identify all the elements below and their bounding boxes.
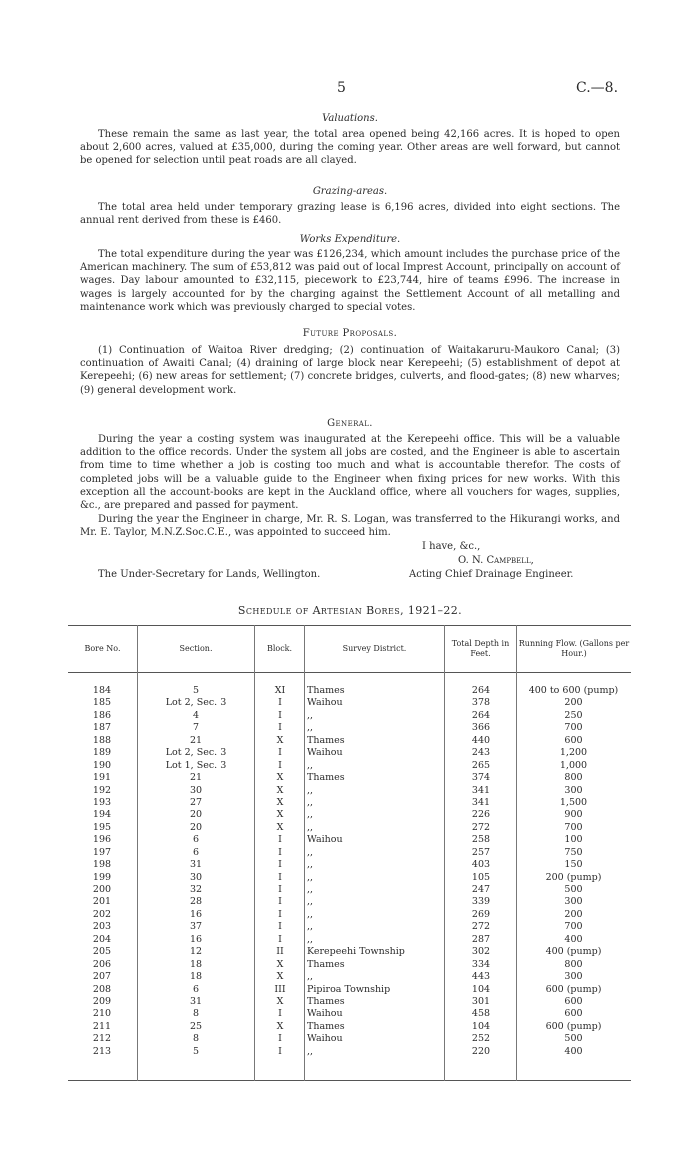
table-row bbox=[68, 847, 631, 859]
cell-section: 18 bbox=[189, 971, 203, 983]
cell-running-flow: 400 (pump) bbox=[545, 946, 602, 958]
cell-total-depth: 339 bbox=[471, 896, 491, 908]
cell-section: 21 bbox=[189, 772, 203, 784]
cell-survey-district: ,, bbox=[307, 871, 314, 883]
schedule-title: Schedule of Artesian Bores, 1921–22. bbox=[237, 604, 463, 617]
cell-total-depth: 301 bbox=[471, 995, 491, 1007]
table-row bbox=[68, 909, 631, 921]
cell-block: X bbox=[276, 772, 284, 784]
cell-section: 8 bbox=[192, 1008, 200, 1020]
cell-running-flow: 400 to 600 (pump) bbox=[528, 685, 619, 696]
cell-bore-number: 208 bbox=[92, 983, 112, 995]
cell-bore-number: 212 bbox=[92, 1033, 112, 1045]
table-header-rule bbox=[68, 672, 631, 673]
cell-bore-number: 206 bbox=[92, 958, 112, 970]
cell-total-depth: 334 bbox=[471, 958, 491, 970]
cell-running-flow: 400 bbox=[564, 1045, 583, 1057]
cell-survey-district: Waihou bbox=[307, 834, 343, 846]
cell-bore-number: 198 bbox=[92, 859, 112, 871]
column-header-block: Block. bbox=[266, 643, 293, 653]
cell-total-depth: 269 bbox=[471, 908, 491, 920]
table-row bbox=[68, 785, 631, 797]
cell-section: Lot 1, Sec. 3 bbox=[165, 759, 227, 771]
cell-running-flow: 800 bbox=[564, 958, 583, 970]
table-row bbox=[68, 859, 631, 871]
cell-total-depth: 366 bbox=[471, 722, 491, 734]
valuations-heading: Valuations. bbox=[322, 113, 378, 124]
cell-block: X bbox=[276, 971, 284, 983]
works-heading: Works Expenditure. bbox=[299, 234, 401, 245]
cell-survey-district: Waihou bbox=[307, 1033, 343, 1045]
grazing-paragraph: The total area held under temporary grazing lease is 6,196 acres, divided into eight sections. The annual rent derived from these is £460. bbox=[80, 202, 620, 227]
cell-survey-district: Waihou bbox=[307, 697, 343, 709]
cell-total-depth: 264 bbox=[471, 685, 491, 696]
cell-bore-number: 199 bbox=[92, 871, 112, 883]
cell-running-flow: 250 bbox=[564, 709, 583, 721]
cell-block: X bbox=[276, 784, 284, 796]
cell-section: 27 bbox=[189, 796, 203, 808]
table-row bbox=[68, 896, 631, 908]
cell-section: 16 bbox=[189, 933, 203, 945]
signature-initials: O. N. bbox=[458, 555, 484, 566]
table-row bbox=[68, 735, 631, 747]
cell-block: X bbox=[276, 821, 284, 833]
cell-running-flow: 600 bbox=[564, 734, 583, 746]
cell-block: I bbox=[278, 846, 282, 858]
cell-section: 31 bbox=[189, 995, 203, 1007]
cell-bore-number: 203 bbox=[92, 921, 112, 933]
cell-section: 12 bbox=[189, 946, 203, 958]
table-row bbox=[68, 1008, 631, 1020]
table-bottom-rule bbox=[68, 1080, 631, 1081]
page-number: 5 bbox=[337, 80, 346, 96]
grazing-heading: Grazing-areas. bbox=[312, 186, 388, 197]
cell-running-flow: 300 bbox=[564, 896, 583, 908]
cell-bore-number: 201 bbox=[92, 896, 112, 908]
table-row bbox=[68, 934, 631, 946]
cell-total-depth: 302 bbox=[471, 946, 491, 958]
cell-running-flow: 800 bbox=[564, 772, 583, 784]
cell-survey-district: Thames bbox=[307, 995, 345, 1007]
table-row bbox=[68, 1046, 631, 1058]
cell-survey-district: Waihou bbox=[307, 1008, 343, 1020]
cell-block: I bbox=[278, 908, 282, 920]
future-proposals-heading: Future Proposals. bbox=[302, 328, 398, 339]
cell-survey-district: ,, bbox=[307, 908, 314, 920]
table-row bbox=[68, 797, 631, 809]
cell-block: I bbox=[278, 1045, 282, 1057]
cell-block: I bbox=[278, 859, 282, 871]
cell-section: 16 bbox=[189, 908, 203, 920]
general-paragraph-2: During the year the Engineer in charge, Mr. R. S. Logan, was transferred to the Hikurangi works, and Mr. E. Taylor, M.N.Z.Soc.C.E., was appointed to succeed him. bbox=[80, 514, 620, 539]
column-header-district: Survey District. bbox=[342, 643, 407, 653]
cell-running-flow: 750 bbox=[564, 846, 583, 858]
cell-running-flow: 1,000 bbox=[559, 759, 588, 771]
cell-survey-district: Thames bbox=[307, 1020, 345, 1032]
cell-total-depth: 458 bbox=[471, 1008, 491, 1020]
cell-block: I bbox=[278, 709, 282, 721]
cell-bore-number: 184 bbox=[92, 685, 112, 696]
cell-section: Lot 2, Sec. 3 bbox=[165, 747, 227, 759]
cell-survey-district: ,, bbox=[307, 759, 314, 771]
cell-section: 31 bbox=[189, 859, 203, 871]
cell-running-flow: 600 bbox=[564, 995, 583, 1007]
cell-section: 25 bbox=[189, 1020, 203, 1032]
table-row bbox=[68, 697, 631, 709]
cell-section: 6 bbox=[192, 983, 200, 995]
cell-bore-number: 210 bbox=[92, 1008, 112, 1020]
cell-total-depth: 226 bbox=[471, 809, 491, 821]
cell-block: I bbox=[278, 697, 282, 709]
cell-total-depth: 105 bbox=[471, 871, 491, 883]
cell-running-flow: 500 bbox=[564, 884, 583, 895]
table-row bbox=[68, 822, 631, 834]
cell-bore-number: 211 bbox=[92, 1020, 112, 1032]
cell-block: I bbox=[278, 871, 282, 883]
cell-survey-district: Thames bbox=[307, 772, 345, 784]
cell-bore-number: 188 bbox=[92, 734, 112, 746]
cell-bore-number: 192 bbox=[92, 784, 112, 796]
cell-bore-number: 185 bbox=[92, 697, 112, 709]
cell-section: 6 bbox=[192, 834, 200, 846]
cell-bore-number: 187 bbox=[92, 722, 112, 734]
cell-survey-district: Pipiroa Township bbox=[307, 983, 391, 995]
cell-section: 20 bbox=[189, 809, 203, 821]
cell-section: 18 bbox=[189, 958, 203, 970]
cell-block: I bbox=[278, 834, 282, 846]
cell-bore-number: 213 bbox=[92, 1045, 112, 1057]
general-paragraph-1: During the year a costing system was inaugurated at the Kerepeehi office. This will be a valuable addition to the office records. Under the system all jobs are costed, and the Engineer is able to ascertain from time to time whether a job is costing too much and what is accountable therefor. The costs of completed jobs will be a valuable guide to the Engineer when fixing prices for new works. With this exception all the account-books are kept in the Auckland office, where all vouchers for wages, supplies, &c., are prepared and passed for payment. bbox=[80, 434, 620, 512]
cell-running-flow: 600 (pump) bbox=[545, 1020, 602, 1032]
cell-running-flow: 700 bbox=[564, 722, 583, 734]
table-row bbox=[68, 996, 631, 1008]
cell-block: I bbox=[278, 921, 282, 933]
cell-running-flow: 300 bbox=[564, 971, 583, 983]
cell-total-depth: 443 bbox=[471, 971, 491, 983]
cell-section: 28 bbox=[189, 896, 203, 908]
cell-running-flow: 700 bbox=[564, 921, 583, 933]
cell-bore-number: 191 bbox=[92, 772, 112, 784]
cell-total-depth: 403 bbox=[471, 859, 491, 871]
cell-block: I bbox=[278, 747, 282, 759]
cell-bore-number: 200 bbox=[92, 884, 112, 895]
cell-survey-district: ,, bbox=[307, 796, 314, 808]
table-row bbox=[68, 1021, 631, 1033]
cell-running-flow: 1,200 bbox=[559, 747, 588, 759]
signature-title: Acting Chief Drainage Engineer. bbox=[409, 569, 574, 580]
cell-survey-district: ,, bbox=[307, 784, 314, 796]
table-row bbox=[68, 685, 631, 697]
column-header-flow: Running Flow. (Gallons per Hour.) bbox=[518, 638, 630, 658]
cell-block: X bbox=[276, 1020, 284, 1032]
table-row bbox=[68, 1033, 631, 1045]
cell-section: 20 bbox=[189, 821, 203, 833]
cell-survey-district: ,, bbox=[307, 933, 314, 945]
cell-block: I bbox=[278, 884, 282, 895]
cell-bore-number: 190 bbox=[92, 759, 112, 771]
future-proposals-paragraph: (1) Continuation of Waitoa River dredging; (2) continuation of Waitakaruru-Maukoro Canal; (3) continuation of Awaiti Canal; (4) draining of large block near Kerepeehi; (5) establishment of depot at Kerepeehi; (6) new areas for settlement; (7) concrete bridges, culverts, and flood-gates; (8) new wharves; (9) general development work. bbox=[80, 345, 620, 396]
cell-survey-district: ,, bbox=[307, 884, 314, 895]
cell-block: I bbox=[278, 722, 282, 734]
cell-bore-number: 193 bbox=[92, 796, 112, 808]
artesian-bores-table bbox=[68, 625, 631, 1081]
cell-section: 30 bbox=[189, 871, 203, 883]
cell-section: 6 bbox=[192, 846, 200, 858]
table-row bbox=[68, 959, 631, 971]
cell-total-depth: 272 bbox=[471, 921, 491, 933]
cell-total-depth: 258 bbox=[471, 834, 491, 846]
cell-survey-district: ,, bbox=[307, 859, 314, 871]
cell-block: II bbox=[276, 946, 284, 958]
cell-survey-district: ,, bbox=[307, 1045, 314, 1057]
cell-block: XI bbox=[274, 685, 286, 696]
cell-survey-district: ,, bbox=[307, 896, 314, 908]
cell-block: III bbox=[274, 983, 286, 995]
cell-section: 37 bbox=[189, 921, 203, 933]
report-reference: C.—8. bbox=[576, 80, 619, 96]
cell-block: I bbox=[278, 1008, 282, 1020]
cell-total-depth: 220 bbox=[471, 1045, 491, 1057]
cell-bore-number: 207 bbox=[92, 971, 112, 983]
table-row bbox=[68, 834, 631, 846]
cell-section: 4 bbox=[192, 709, 200, 721]
table-row bbox=[68, 984, 631, 996]
cell-section: 21 bbox=[189, 734, 203, 746]
column-header-depth: Total Depth in Feet. bbox=[451, 638, 510, 658]
cell-block: X bbox=[276, 958, 284, 970]
cell-total-depth: 341 bbox=[471, 784, 491, 796]
table-row bbox=[68, 722, 631, 734]
table-row bbox=[68, 921, 631, 933]
cell-total-depth: 265 bbox=[471, 759, 491, 771]
cell-total-depth: 257 bbox=[471, 846, 491, 858]
cell-section: Lot 2, Sec. 3 bbox=[165, 697, 227, 709]
cell-survey-district: ,, bbox=[307, 846, 314, 858]
signature-name bbox=[458, 555, 534, 566]
cell-running-flow: 100 bbox=[564, 834, 583, 846]
cell-survey-district: ,, bbox=[307, 971, 314, 983]
cell-survey-district: ,, bbox=[307, 821, 314, 833]
cell-bore-number: 195 bbox=[92, 821, 112, 833]
cell-block: X bbox=[276, 734, 284, 746]
cell-total-depth: 104 bbox=[471, 983, 491, 995]
cell-block: I bbox=[278, 1033, 282, 1045]
cell-running-flow: 600 (pump) bbox=[545, 983, 602, 995]
cell-running-flow: 600 bbox=[564, 1008, 583, 1020]
table-row bbox=[68, 772, 631, 784]
cell-block: I bbox=[278, 933, 282, 945]
cell-running-flow: 150 bbox=[564, 859, 583, 871]
cell-block: X bbox=[276, 796, 284, 808]
cell-survey-district: ,, bbox=[307, 809, 314, 821]
cell-survey-district: Thames bbox=[307, 685, 345, 696]
cell-running-flow: 1,500 bbox=[559, 796, 588, 808]
cell-block: X bbox=[276, 995, 284, 1007]
table-row bbox=[68, 747, 631, 759]
table-row bbox=[68, 946, 631, 958]
cell-total-depth: 252 bbox=[471, 1033, 491, 1045]
cell-running-flow: 400 bbox=[564, 933, 583, 945]
cell-section: 5 bbox=[192, 685, 200, 696]
signature-surname: Campbell, bbox=[486, 555, 534, 566]
valuations-paragraph: These remain the same as last year, the total area opened being 42,166 acres. It is hoped to open about 2,600 acres, valued at £35,000, during the coming year. Other areas are well forward, but cannot be opened for selection until peat roads are all clayed. bbox=[80, 129, 620, 167]
table-row bbox=[68, 710, 631, 722]
cell-total-depth: 378 bbox=[471, 697, 491, 709]
cell-survey-district: Kerepeehi Township bbox=[307, 946, 405, 958]
table-row bbox=[68, 884, 631, 896]
works-paragraph: The total expenditure during the year was £126,234, which amount includes the purchase price of the American machinery. The sum of £53,812 was paid out of local Imprest Account, principally on account of wages. Day labour amounted to £32,115, piecework to £23,744, hire of teams £996. The increase in wages is largely accounted for by the charging against the Settlement Account of all metalling and maintenance work which was previously charged to special votes. bbox=[80, 249, 620, 313]
cell-section: 30 bbox=[189, 784, 203, 796]
cell-running-flow: 500 bbox=[564, 1033, 583, 1045]
cell-survey-district: Waihou bbox=[307, 747, 343, 759]
signature-addressee: The Under-Secretary for Lands, Wellington. bbox=[98, 569, 321, 580]
column-header-bore: Bore No. bbox=[84, 643, 121, 653]
cell-survey-district: ,, bbox=[307, 921, 314, 933]
cell-section: 7 bbox=[192, 722, 200, 734]
cell-total-depth: 243 bbox=[471, 747, 491, 759]
cell-total-depth: 440 bbox=[471, 734, 491, 746]
cell-bore-number: 197 bbox=[92, 846, 112, 858]
cell-bore-number: 205 bbox=[92, 946, 112, 958]
cell-survey-district: Thames bbox=[307, 958, 345, 970]
column-header-section: Section. bbox=[179, 643, 213, 653]
cell-bore-number: 194 bbox=[92, 809, 112, 821]
table-row bbox=[68, 971, 631, 983]
cell-survey-district: Thames bbox=[307, 734, 345, 746]
table-row bbox=[68, 872, 631, 884]
cell-total-depth: 247 bbox=[471, 884, 491, 895]
cell-total-depth: 341 bbox=[471, 796, 491, 808]
cell-bore-number: 186 bbox=[92, 709, 112, 721]
cell-bore-number: 204 bbox=[92, 933, 112, 945]
cell-section: 8 bbox=[192, 1033, 200, 1045]
cell-block: X bbox=[276, 809, 284, 821]
cell-running-flow: 900 bbox=[564, 809, 583, 821]
table-body bbox=[68, 685, 631, 1058]
cell-block: I bbox=[278, 759, 282, 771]
cell-survey-district: ,, bbox=[307, 709, 314, 721]
cell-bore-number: 202 bbox=[92, 908, 112, 920]
cell-running-flow: 200 (pump) bbox=[545, 871, 602, 883]
cell-total-depth: 287 bbox=[471, 933, 491, 945]
general-heading: General. bbox=[327, 418, 373, 429]
cell-bore-number: 189 bbox=[92, 747, 112, 759]
cell-section: 5 bbox=[192, 1045, 200, 1057]
cell-total-depth: 104 bbox=[471, 1020, 491, 1032]
cell-running-flow: 700 bbox=[564, 821, 583, 833]
table-row bbox=[68, 809, 631, 821]
cell-bore-number: 196 bbox=[92, 834, 112, 846]
signature-closing: I have, &c., bbox=[422, 541, 481, 552]
cell-section: 32 bbox=[189, 884, 203, 895]
cell-bore-number: 209 bbox=[92, 995, 112, 1007]
cell-total-depth: 264 bbox=[471, 709, 491, 721]
cell-survey-district: ,, bbox=[307, 722, 314, 734]
cell-running-flow: 200 bbox=[564, 908, 583, 920]
cell-block: I bbox=[278, 896, 282, 908]
cell-running-flow: 200 bbox=[564, 697, 583, 709]
cell-total-depth: 374 bbox=[471, 772, 491, 784]
cell-total-depth: 272 bbox=[471, 821, 491, 833]
table-row bbox=[68, 760, 631, 772]
cell-running-flow: 300 bbox=[564, 784, 583, 796]
